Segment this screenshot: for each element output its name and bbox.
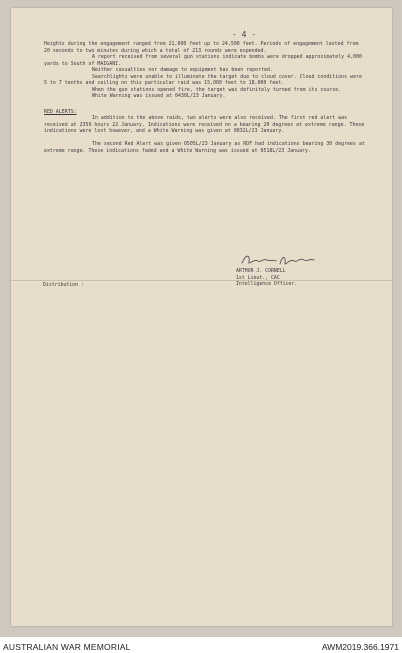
paragraph-searchlights: Searchlights were unable to illuminate the target due to cloud cover. Cloud conditions were 5 to 7 tenths and ceiling on this particular raid was 15,000 feet to 18,000 feet. [44, 73, 362, 86]
document-body [44, 41, 366, 154]
paragraph-bombs: A report received from several gun stations indicate bombs were dropped approximately 4,000 yards to South of MAIGANI. [44, 54, 362, 67]
signatory-name: ARTHUR J. CORNELL [236, 268, 286, 274]
signatory-rank: 1st Lieut., CAC [236, 274, 280, 281]
archive-footer [0, 642, 402, 653]
paragraph-gun-stations: When the gun stations opened fire, the target was definitely turned from its course. [92, 86, 342, 93]
accession-number: AWM2019.366.1971 [321, 642, 399, 652]
distribution-label: Distribution : [43, 282, 84, 288]
institution-name: AUSTRALIAN WAR MEMORIAL [3, 642, 131, 652]
page-number: - 4 - [232, 30, 257, 39]
paragraph-casualties: Neither casualties nor damage to equipment has been reported. [92, 67, 273, 73]
signatory-role: Intelligence Officer. [236, 281, 298, 287]
paragraph-first-red-alert: In addition to the above raids, two alerts were also received. The first red alert was received at 2359 hours 22 January. Indications were received on a bearing 20 degrees at extreme range. These indications were lost however, and a White Warning was given at 0032L/23 January. [44, 115, 365, 134]
paragraph-second-red-alert: The second Red Alert was given 0505L/23 January as RDF had indications bearing 30 degrees at extreme range. These indications faded and a White Warning was issued at 0518L/23 January. [44, 141, 365, 154]
paragraph-white-warning: White Warning was issued at 0430L/23 January. [92, 93, 226, 99]
signature-block [236, 260, 376, 288]
paragraph-heights: Heights during the engagement ranged from 21,000 feet up to 24,500 feet. Periods of engagement lasted from 20 seconds to two minutes during which a total of 213 rounds were expended. [44, 41, 359, 54]
section-heading-red-alerts: RED ALERTS: [44, 108, 77, 115]
